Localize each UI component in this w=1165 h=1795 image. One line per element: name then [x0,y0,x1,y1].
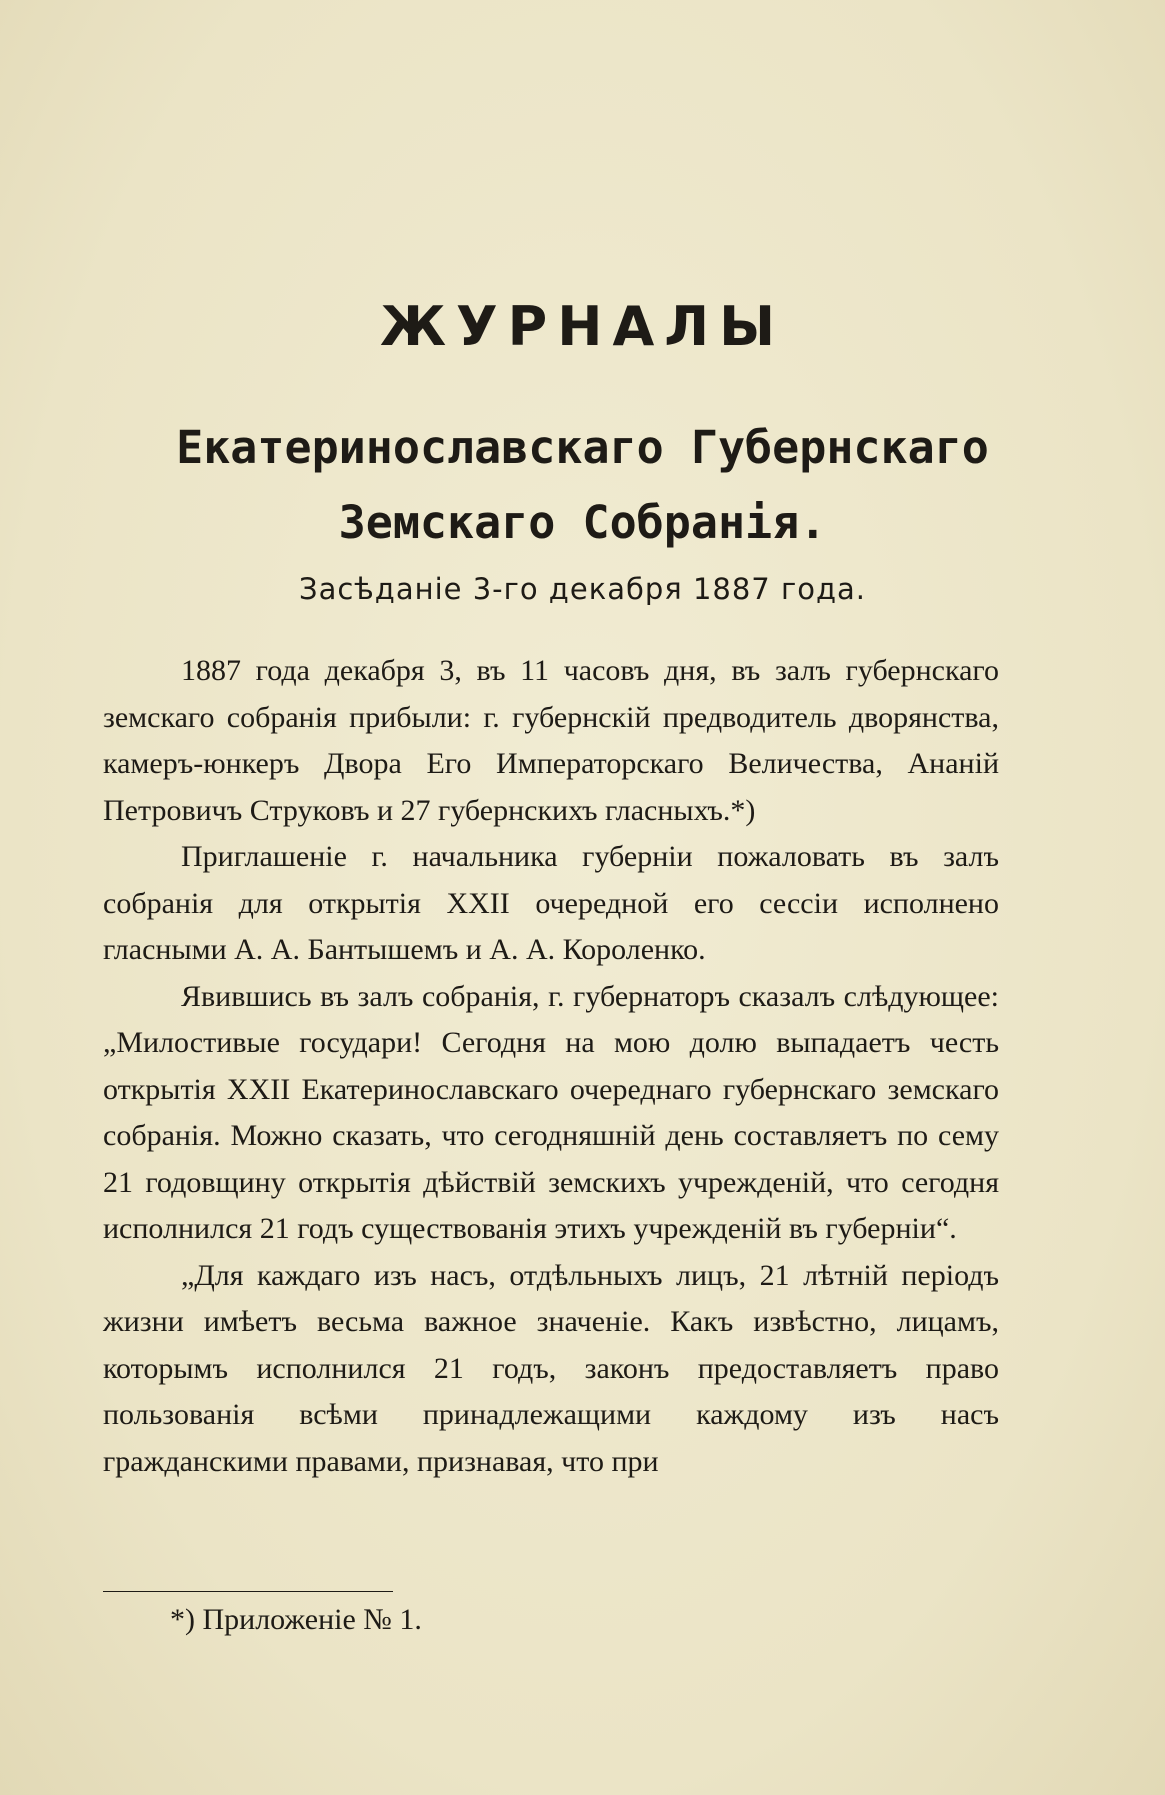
paragraph: 1887 года декабря 3, въ 11 часовъ дня, въ залъ губернскаго земскаго собранія прибыли: г. губернскій предводитель дворянства, камеръ-юнкеръ Двора Его Императорскаго Величества, Ананій Петровичъ Струковъ и 27 губернскихъ гласныхъ.*) [103,654,999,827]
body-text [103,648,999,1485]
paragraph: Явившись въ залъ собранія, г. губернаторъ сказалъ слѣдующее: „Милостивые государи! Сегодня на мою долю выпадаетъ честь открытія XXII Екатеринославскаго очереднаго губернскаго земскаго собранія. Можно сказать, что сегодняшній день составляетъ по сему 21 годовщину открытія дѣйствій земскихъ учрежденій, что сегодня исполнился 21 годъ существованія этихъ учрежденій въ губерніи“. [103,979,999,1245]
footnote: *) Приложеніе № 1. [170,1603,422,1636]
paragraph: „Для каждаго изъ насъ, отдѣльныхъ лицъ, 21 лѣтній періодъ жизни имѣетъ весьма важное значеніе. Какъ извѣстно, лицамъ, которымъ исполнился 21 годъ, законъ предоставляетъ право пользованія всѣми принадлежащими каждому изъ насъ гражданскими правами, признавая, что при [103,1258,999,1478]
paragraph: Приглашеніе г. начальника губерніи пожаловать въ залъ собранія для открытія XXII очередной его сессіи исполнено гласными А. А. Бантышемъ и А. А. Короленко. [103,840,999,966]
session-heading: Засѣданіе 3-го декабря 1887 года. [299,572,866,606]
document-subtitle: Екатеринославскаго Губернскаго Земскаго Собранія. [176,421,989,549]
document-title: ЖУРНАЛЫ [379,295,786,358]
footnote-divider [103,1591,393,1592]
